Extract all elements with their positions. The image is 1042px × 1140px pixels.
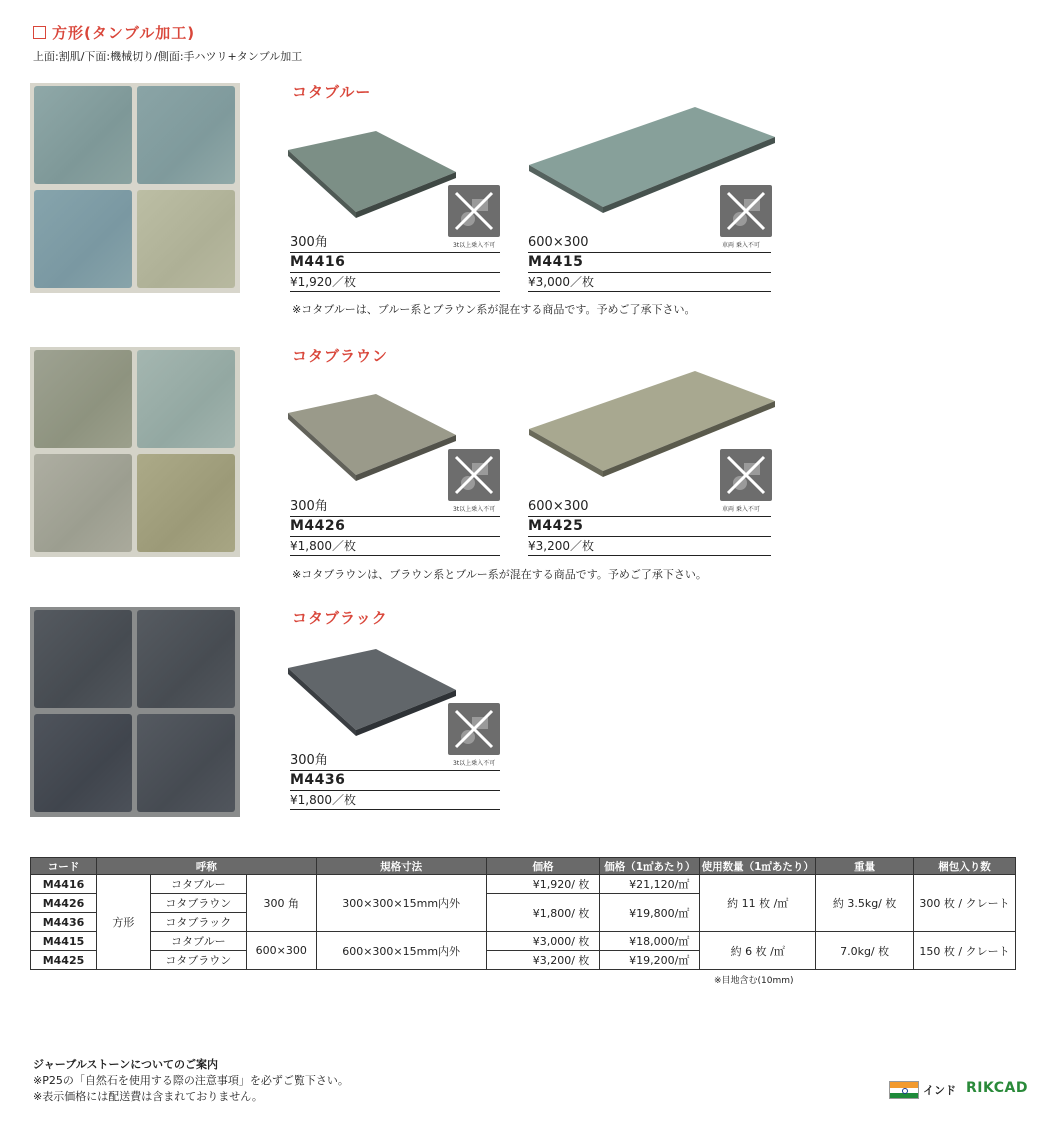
series-title-kota-black: コタブラック xyxy=(292,609,388,627)
table-header: 呼称 xyxy=(96,858,316,875)
product-card-m4416 xyxy=(290,234,500,292)
series-title-kota-brown: コタブラウン xyxy=(292,347,389,365)
table-cell-code: M4425 xyxy=(31,951,97,970)
table-cell-weight: 7.0kg/ 枚 xyxy=(816,932,914,970)
sign-caption: 車両 乗入不可 xyxy=(722,242,760,249)
no-vehicle-sign-icon xyxy=(720,185,772,237)
section-note: ※コタブルーは、ブルー系とブラウン系が混在する商品です。予めご了承下さい。 xyxy=(292,303,696,316)
product-code: M4436 xyxy=(290,770,500,790)
table-cell-packing: 150 枚 / クレート xyxy=(914,932,1016,970)
table-cell-price-sqm: ¥19,800/㎡ xyxy=(600,894,700,932)
table-cell-price-sqm: ¥18,000/㎡ xyxy=(600,932,700,951)
product-size: 600×300 xyxy=(528,235,589,250)
product-card-m4425 xyxy=(528,498,771,556)
product-price: ¥1,800／枚 xyxy=(290,536,500,556)
kota-blue-300-stone-image xyxy=(284,128,459,218)
table-cell-price: ¥3,000/ 枚 xyxy=(486,932,600,951)
table-cell-color: コタブラック xyxy=(150,913,246,932)
table-cell-quantity: 約 6 枚 /㎡ xyxy=(700,932,816,970)
kota-brown-300-stone-image xyxy=(284,391,459,481)
table-cell-color: コタブルー xyxy=(150,932,246,951)
table-cell-price: ¥1,800/ 枚 xyxy=(486,894,600,932)
table-cell-code: M4416 xyxy=(31,875,97,894)
table-cell-color: コタブルー xyxy=(150,875,246,894)
no-vehicle-sign-icon xyxy=(448,185,500,237)
table-header: 価格 xyxy=(486,858,600,875)
product-size: 300角 xyxy=(290,753,328,768)
sign-caption: 3t以上乗入不可 xyxy=(453,506,496,513)
product-code: M4415 xyxy=(528,252,771,272)
table-cell-dimension: 600×300×15mm内外 xyxy=(316,932,486,970)
checkbox-square-icon xyxy=(33,26,46,39)
kota-blue-tile-photo xyxy=(30,83,240,293)
kota-brown-tile-photo xyxy=(30,347,240,557)
product-price: ¥1,800／枚 xyxy=(290,790,500,810)
table-cell-weight: 約 3.5kg/ 枚 xyxy=(816,875,914,932)
product-card-m4415 xyxy=(528,234,771,292)
page-subtitle: 上面:割肌/下面:機械切り/側面:手ハツリ+タンブル加工 xyxy=(33,50,303,63)
table-cell-nominal: 300 角 xyxy=(246,875,316,932)
table-header: 価格（1㎡あたり） xyxy=(600,858,700,875)
product-code: M4426 xyxy=(290,516,500,536)
table-header: 重量 xyxy=(816,858,914,875)
table-cell-price: ¥3,200/ 枚 xyxy=(486,951,600,970)
footer-heading: ジャーブルストーンについてのご案内 xyxy=(33,1058,219,1071)
no-vehicle-sign-icon xyxy=(448,449,500,501)
table-cell-dimension: 300×300×15mm内外 xyxy=(316,875,486,932)
footer-note: ※表示価格には配送費は含まれておりません。 xyxy=(33,1090,263,1103)
table-header: コード xyxy=(31,858,97,875)
table-header: 梱包入り数 xyxy=(914,858,1016,875)
table-header: 使用数量（1㎡あたり） xyxy=(700,858,816,875)
table-cell-price: ¥1,920/ 枚 xyxy=(486,875,600,894)
product-price: ¥3,200／枚 xyxy=(528,536,771,556)
table-cell-quantity: 約 11 枚 /㎡ xyxy=(700,875,816,932)
sign-caption: 車両 乗入不可 xyxy=(722,506,760,513)
country-label: インド xyxy=(923,1084,956,1097)
no-vehicle-sign-icon xyxy=(720,449,772,501)
section-note: ※コタブラウンは、ブラウン系とブルー系が混在する商品です。予めご了承下さい。 xyxy=(292,568,707,581)
sign-caption: 3t以上乗入不可 xyxy=(453,760,496,767)
product-size: 300角 xyxy=(290,235,328,250)
kota-black-tile-photo xyxy=(30,607,240,817)
product-card-m4436 xyxy=(290,752,500,810)
kota-black-300-stone-image xyxy=(284,646,459,736)
brand-logo: RIKCAD xyxy=(966,1080,1028,1096)
table-cell-color: コタブラウン xyxy=(150,951,246,970)
table-cell-color: コタブラウン xyxy=(150,894,246,913)
sign-caption: 3t以上乗入不可 xyxy=(453,242,496,249)
series-title-kota-blue: コタブルー xyxy=(292,83,372,101)
table-cell-code: M4436 xyxy=(31,913,97,932)
page-title: 方形(タンブル加工) xyxy=(52,24,196,42)
product-code: M4425 xyxy=(528,516,771,536)
footer-note: ※P25の「自然石を使用する際の注意事項」を必ずご覧下さい。 xyxy=(33,1074,349,1087)
table-cell-packing: 300 枚 / クレート xyxy=(914,875,1016,932)
table-cell-nominal: 600×300 xyxy=(246,932,316,970)
no-vehicle-sign-icon xyxy=(448,703,500,755)
table-header-row xyxy=(31,858,1016,875)
table-note: ※目地含む(10mm) xyxy=(714,976,794,986)
product-card-m4426 xyxy=(290,498,500,556)
product-price: ¥1,920／枚 xyxy=(290,272,500,292)
table-row xyxy=(31,875,1016,894)
product-price: ¥3,000／枚 xyxy=(528,272,771,292)
table-cell-price-sqm: ¥19,200/㎡ xyxy=(600,951,700,970)
product-size: 600×300 xyxy=(528,499,589,514)
table-cell-code: M4426 xyxy=(31,894,97,913)
table-cell-shape: 方形 xyxy=(96,875,150,970)
india-flag-icon xyxy=(889,1081,919,1099)
spec-table xyxy=(30,857,1016,970)
table-row xyxy=(31,932,1016,951)
table-cell-code: M4415 xyxy=(31,932,97,951)
section-title xyxy=(33,22,195,43)
table-header: 規格寸法 xyxy=(316,858,486,875)
product-code: M4416 xyxy=(290,252,500,272)
table-cell-price-sqm: ¥21,120/㎡ xyxy=(600,875,700,894)
product-size: 300角 xyxy=(290,499,328,514)
